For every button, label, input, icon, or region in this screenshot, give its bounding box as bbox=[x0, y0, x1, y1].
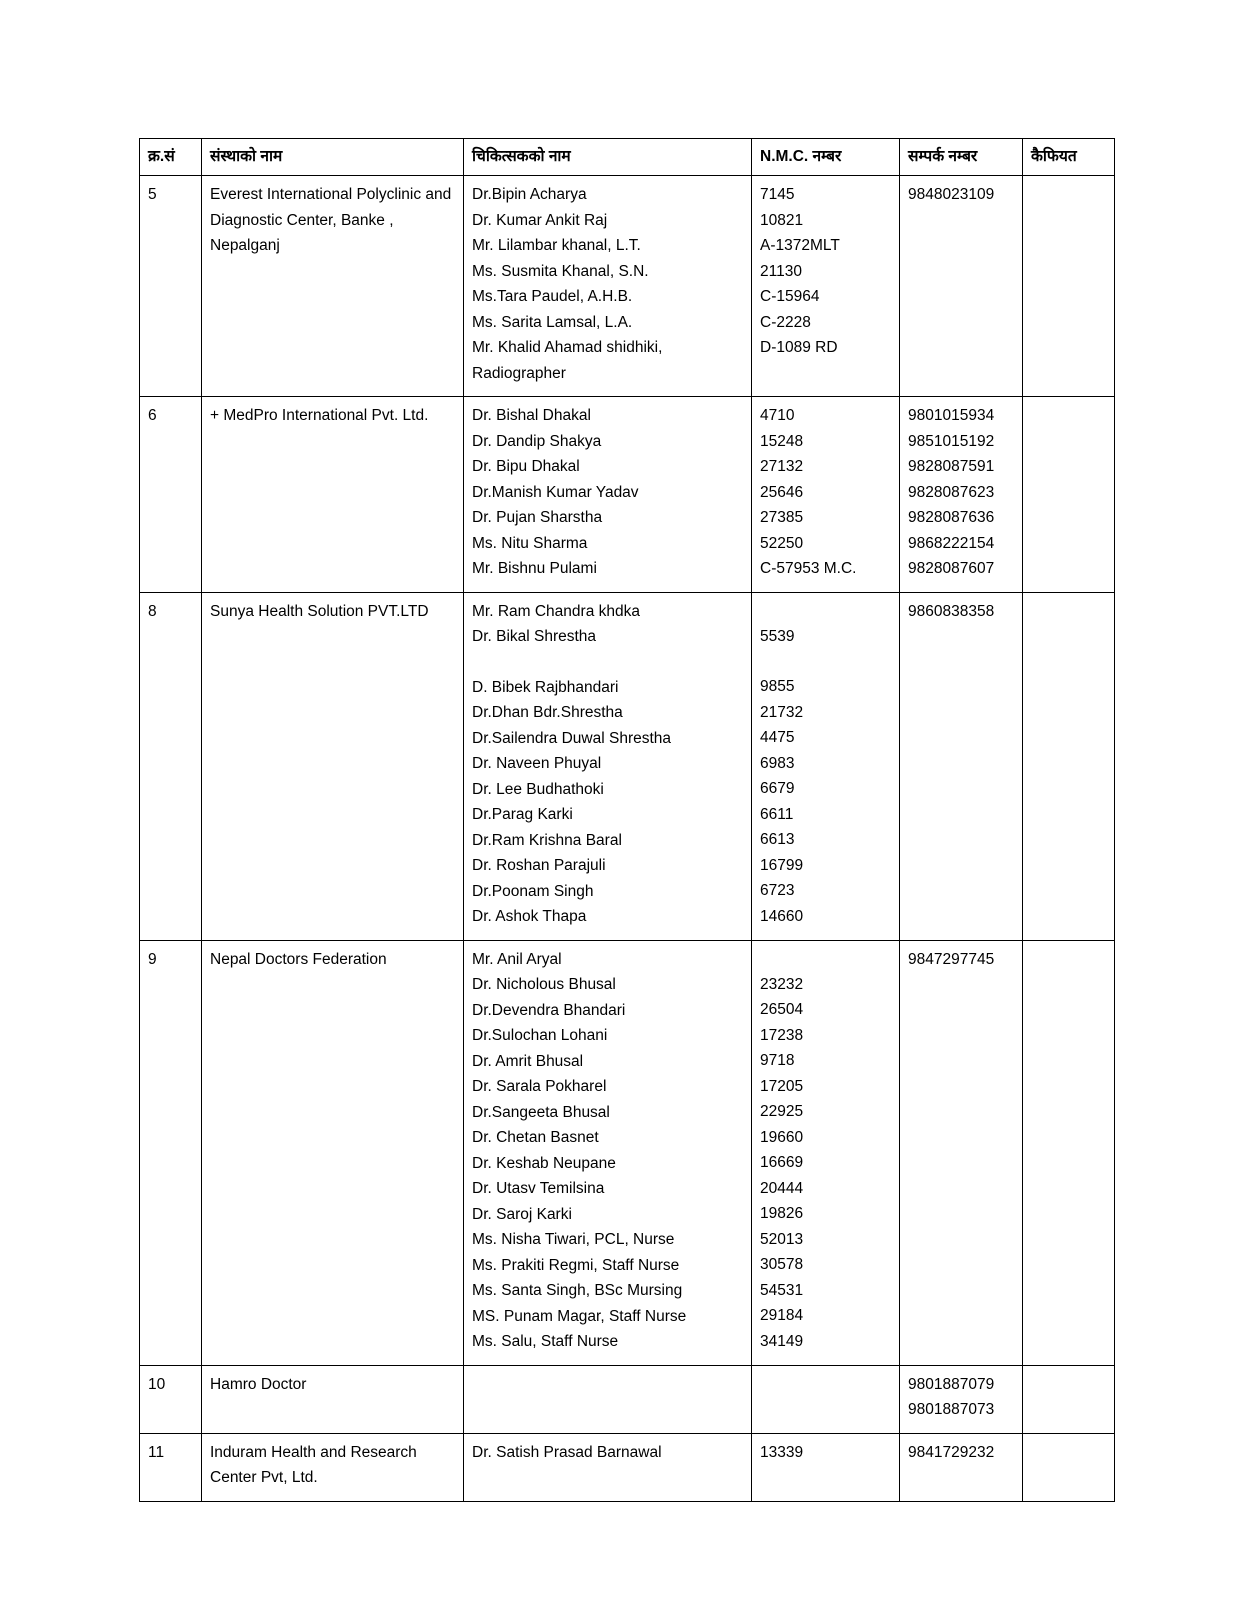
cell-nmc-number-line: 15248 bbox=[760, 432, 804, 450]
cell-doctor-name-line: Dr.Ram Krishna Baral bbox=[472, 831, 622, 849]
cell-doctor-name-line: Ms. Susmita Khanal, S.N. bbox=[472, 262, 649, 280]
cell-serial-number: 11 bbox=[140, 1433, 202, 1501]
cell-doctor-name-line: Mr. Khalid Ahamad shidhiki, Radiographer bbox=[472, 339, 667, 382]
cell-doctor-name-line: Dr. Bikal Shrestha bbox=[472, 628, 597, 645]
table-row bbox=[140, 1433, 1115, 1501]
cell-contact-number bbox=[900, 397, 1023, 593]
cell-nmc-number-line: 17238 bbox=[760, 1026, 804, 1044]
cell-contact-number-line: 9847297745 bbox=[908, 950, 995, 968]
cell-nmc-number bbox=[752, 1433, 900, 1501]
cell-nmc-number-line bbox=[760, 599, 891, 624]
cell-doctor-name bbox=[464, 176, 752, 397]
header-serial-number-label: क्र.सं bbox=[148, 148, 175, 165]
table-body bbox=[140, 176, 1115, 1502]
cell-contact-number-line: 9851015192 bbox=[908, 432, 995, 450]
cell-remarks bbox=[1023, 592, 1115, 940]
cell-nmc-number-line: 6723 bbox=[760, 882, 795, 899]
header-doctor-name-label: चिकित्सकको नाम bbox=[472, 148, 571, 165]
cell-doctor-name-line: Dr. Amrit Bhusal bbox=[472, 1052, 584, 1070]
cell-nmc-number-line: 25646 bbox=[760, 483, 804, 501]
cell-nmc-number-line: 27132 bbox=[760, 458, 804, 475]
cell-contact-number bbox=[900, 940, 1023, 1365]
cell-nmc-number-line: 26504 bbox=[760, 1001, 804, 1018]
table-row bbox=[140, 940, 1115, 1365]
cell-doctor-name-line: Ms. Prakiti Regmi, Staff Nurse bbox=[472, 1256, 680, 1274]
cell-nmc-number-line: 10821 bbox=[760, 211, 804, 229]
cell-nmc-number-line: 27385 bbox=[760, 509, 804, 526]
cell-doctor-name-line: Dr. Lee Budhathoki bbox=[472, 780, 604, 798]
cell-nmc-number-line: 52250 bbox=[760, 534, 804, 552]
cell-remarks bbox=[1023, 940, 1115, 1365]
cell-contact-number bbox=[900, 592, 1023, 940]
cell-doctor-name-line: Ms. Salu, Staff Nurse bbox=[472, 1333, 619, 1350]
cell-serial-number: 10 bbox=[140, 1365, 202, 1433]
cell-remarks bbox=[1023, 397, 1115, 593]
cell-doctor-name-line: Mr. Ram Chandra khdka bbox=[472, 602, 640, 620]
cell-doctor-name-line: Dr. Keshab Neupane bbox=[472, 1154, 616, 1172]
cell-nmc-number-line: C-2228 bbox=[760, 313, 811, 331]
cell-nmc-number-line: 21732 bbox=[760, 703, 804, 721]
cell-doctor-name-line: Dr. Bipu Dhakal bbox=[472, 458, 580, 475]
cell-doctor-name-line: Dr. Bishal Dhakal bbox=[472, 407, 591, 424]
table-row bbox=[140, 176, 1115, 397]
cell-nmc-number-line: 7145 bbox=[760, 186, 795, 203]
cell-doctor-name-line: Dr.Poonam Singh bbox=[472, 882, 594, 900]
cell-contact-number-line: 9828087591 bbox=[908, 458, 995, 475]
cell-doctor-name-line: Ms. Nitu Sharma bbox=[472, 534, 588, 552]
registry-table bbox=[139, 138, 1115, 1502]
cell-contact-number-line: 9828087636 bbox=[908, 509, 995, 526]
table-row bbox=[140, 1365, 1115, 1433]
header-contact-number bbox=[900, 139, 1023, 176]
cell-doctor-name-line: Dr. Pujan Sharstha bbox=[472, 509, 603, 526]
cell-doctor-name-line: Dr.Manish Kumar Yadav bbox=[472, 483, 639, 501]
cell-doctor-name bbox=[464, 592, 752, 940]
cell-doctor-name-line: Dr. Ashok Thapa bbox=[472, 908, 587, 925]
cell-doctor-name-line: Dr.Dhan Bdr.Shrestha bbox=[472, 704, 623, 721]
cell-contact-number-line: 9801015934 bbox=[908, 407, 995, 424]
cell-nmc-number bbox=[752, 176, 900, 397]
cell-serial-number: 9 bbox=[140, 940, 202, 1365]
cell-nmc-number-line: 4475 bbox=[760, 729, 795, 746]
cell-nmc-number-line: 4710 bbox=[760, 407, 795, 424]
cell-serial-number: 6 bbox=[140, 397, 202, 593]
header-institution-name-label: संस्थाको नाम bbox=[210, 148, 283, 165]
cell-nmc-number-line: 52013 bbox=[760, 1230, 804, 1248]
cell-nmc-number-line: 6983 bbox=[760, 754, 795, 772]
cell-contact-number-line: 9828087623 bbox=[908, 483, 995, 501]
cell-doctor-name-line: Dr. Satish Prasad Barnawal bbox=[472, 1443, 662, 1461]
cell-nmc-number-line: 19826 bbox=[760, 1205, 804, 1222]
cell-contact-number-line: 9848023109 bbox=[908, 186, 995, 203]
cell-nmc-number-line: 20444 bbox=[760, 1179, 804, 1197]
cell-doctor-name-line: Dr.Sulochan Lohani bbox=[472, 1027, 608, 1044]
table-row bbox=[140, 592, 1115, 940]
cell-nmc-number-line: 23232 bbox=[760, 975, 804, 993]
cell-doctor-name-line: Dr. Nicholous Bhusal bbox=[472, 976, 616, 993]
cell-doctor-name-line: Dr. Kumar Ankit Raj bbox=[472, 211, 608, 229]
cell-doctor-name-line: Dr.Parag Karki bbox=[472, 806, 573, 823]
cell-contact-number-line: 9860838358 bbox=[908, 602, 995, 620]
cell-remarks bbox=[1023, 176, 1115, 397]
cell-doctor-name-line: D. Bibek Rajbhandari bbox=[472, 678, 619, 696]
cell-nmc-number-line: 22925 bbox=[760, 1103, 804, 1120]
cell-nmc-number bbox=[752, 397, 900, 593]
cell-doctor-name bbox=[464, 940, 752, 1365]
cell-nmc-number-line: 17205 bbox=[760, 1077, 804, 1095]
cell-doctor-name-line: Ms.Tara Paudel, A.H.B. bbox=[472, 288, 633, 305]
header-institution-name bbox=[202, 139, 464, 176]
cell-contact-number-line: 9841729232 bbox=[908, 1443, 995, 1461]
cell-doctor-name bbox=[464, 1365, 752, 1433]
cell-doctor-name-line: Dr.Sailendra Duwal Shrestha bbox=[472, 729, 672, 747]
cell-doctor-name-line: Ms. Sarita Lamsal, L.A. bbox=[472, 313, 633, 331]
cell-doctor-name-line: Ms. Nisha Tiwari, PCL, Nurse bbox=[472, 1231, 675, 1248]
cell-doctor-name bbox=[464, 1433, 752, 1501]
cell-contact-number-line: 9801887073 bbox=[908, 1401, 995, 1418]
cell-nmc-number-line: 29184 bbox=[760, 1307, 804, 1324]
cell-institution-name: Induram Health and Research Center Pvt, Ltd. bbox=[202, 1433, 464, 1501]
cell-doctor-name-line: Dr. Naveen Phuyal bbox=[472, 755, 602, 772]
cell-nmc-number-line: 16669 bbox=[760, 1154, 804, 1171]
cell-nmc-number-line: 54531 bbox=[760, 1281, 804, 1299]
header-nmc-number-label: N.M.C. नम्बर bbox=[760, 148, 842, 165]
cell-nmc-number bbox=[752, 592, 900, 940]
cell-serial-number: 8 bbox=[140, 592, 202, 940]
cell-nmc-number-line: 5539 bbox=[760, 627, 795, 645]
cell-doctor-name-line bbox=[472, 650, 743, 675]
cell-doctor-name-line: Dr. Utasv Temilsina bbox=[472, 1180, 605, 1197]
cell-doctor-name-line: Dr. Sarala Pokharel bbox=[472, 1078, 607, 1095]
table-header-row bbox=[140, 139, 1115, 176]
cell-institution-name: + MedPro International Pvt. Ltd. bbox=[202, 397, 464, 593]
header-contact-number-label: सम्पर्क नम्बर bbox=[908, 148, 978, 165]
cell-nmc-number-line: 14660 bbox=[760, 907, 804, 925]
cell-contact-number bbox=[900, 1433, 1023, 1501]
cell-doctor-name-line: Dr.Bipin Acharya bbox=[472, 186, 587, 203]
header-remarks-label: कैफियत bbox=[1031, 148, 1077, 165]
cell-doctor-name-line: Dr. Chetan Basnet bbox=[472, 1129, 599, 1146]
cell-doctor-name bbox=[464, 397, 752, 593]
cell-nmc-number-line: C-57953 M.C. bbox=[760, 560, 857, 577]
cell-nmc-number-line: 16799 bbox=[760, 856, 804, 874]
cell-nmc-number-line: 34149 bbox=[760, 1332, 804, 1350]
cell-doctor-name-line: Dr. Saroj Karki bbox=[472, 1205, 572, 1223]
cell-serial-number: 5 bbox=[140, 176, 202, 397]
cell-doctor-name-line: Ms. Santa Singh, BSc Mursing bbox=[472, 1282, 683, 1299]
cell-nmc-number-line: D-1089 RD bbox=[760, 339, 838, 356]
cell-nmc-number bbox=[752, 940, 900, 1365]
cell-doctor-name-line: Dr. Roshan Parajuli bbox=[472, 857, 606, 874]
header-nmc-number bbox=[752, 139, 900, 176]
cell-nmc-number-line bbox=[760, 649, 891, 674]
cell-nmc-number-line: 6679 bbox=[760, 780, 795, 797]
cell-contact-number bbox=[900, 1365, 1023, 1433]
cell-doctor-name-line: Mr. Anil Aryal bbox=[472, 950, 562, 968]
cell-nmc-number-line: A-1372MLT bbox=[760, 237, 840, 254]
cell-institution-name: Everest International Polyclinic and Diagnostic Center, Banke , Nepalganj bbox=[202, 176, 464, 397]
cell-nmc-number-line bbox=[760, 947, 891, 972]
cell-doctor-name-line: MS. Punam Magar, Staff Nurse bbox=[472, 1307, 687, 1325]
cell-nmc-number-line: 6613 bbox=[760, 831, 795, 848]
cell-nmc-number-line: 21130 bbox=[760, 262, 802, 280]
cell-doctor-name-line: Dr. Dandip Shakya bbox=[472, 432, 602, 450]
cell-nmc-number-line: 13339 bbox=[760, 1443, 804, 1461]
cell-nmc-number-line: C-15964 bbox=[760, 288, 820, 305]
cell-remarks bbox=[1023, 1433, 1115, 1501]
cell-doctor-name-line: Dr.Sangeeta Bhusal bbox=[472, 1103, 610, 1121]
header-serial-number bbox=[140, 139, 202, 176]
header-doctor-name bbox=[464, 139, 752, 176]
cell-contact-number-line: 9801887079 bbox=[908, 1375, 995, 1393]
cell-doctor-name-line: Mr. Bishnu Pulami bbox=[472, 560, 597, 577]
cell-nmc-number-line: 30578 bbox=[760, 1256, 804, 1273]
cell-nmc-number bbox=[752, 1365, 900, 1433]
cell-remarks bbox=[1023, 1365, 1115, 1433]
cell-doctor-name-line: Mr. Lilambar khanal, L.T. bbox=[472, 237, 641, 254]
cell-doctor-name-line: Dr.Devendra Bhandari bbox=[472, 1001, 626, 1019]
cell-nmc-number-line: 6611 bbox=[760, 805, 794, 823]
cell-contact-number-line: 9828087607 bbox=[908, 560, 995, 577]
header-remarks bbox=[1023, 139, 1115, 176]
cell-nmc-number-line: 9718 bbox=[760, 1052, 795, 1069]
cell-institution-name: Sunya Health Solution PVT.LTD bbox=[202, 592, 464, 940]
cell-nmc-number-line: 9855 bbox=[760, 678, 795, 695]
cell-contact-number bbox=[900, 176, 1023, 397]
table-row bbox=[140, 397, 1115, 593]
cell-nmc-number-line: 19660 bbox=[760, 1128, 804, 1146]
cell-contact-number-line: 9868222154 bbox=[908, 534, 995, 552]
cell-institution-name: Nepal Doctors Federation bbox=[202, 940, 464, 1365]
cell-institution-name: Hamro Doctor bbox=[202, 1365, 464, 1433]
